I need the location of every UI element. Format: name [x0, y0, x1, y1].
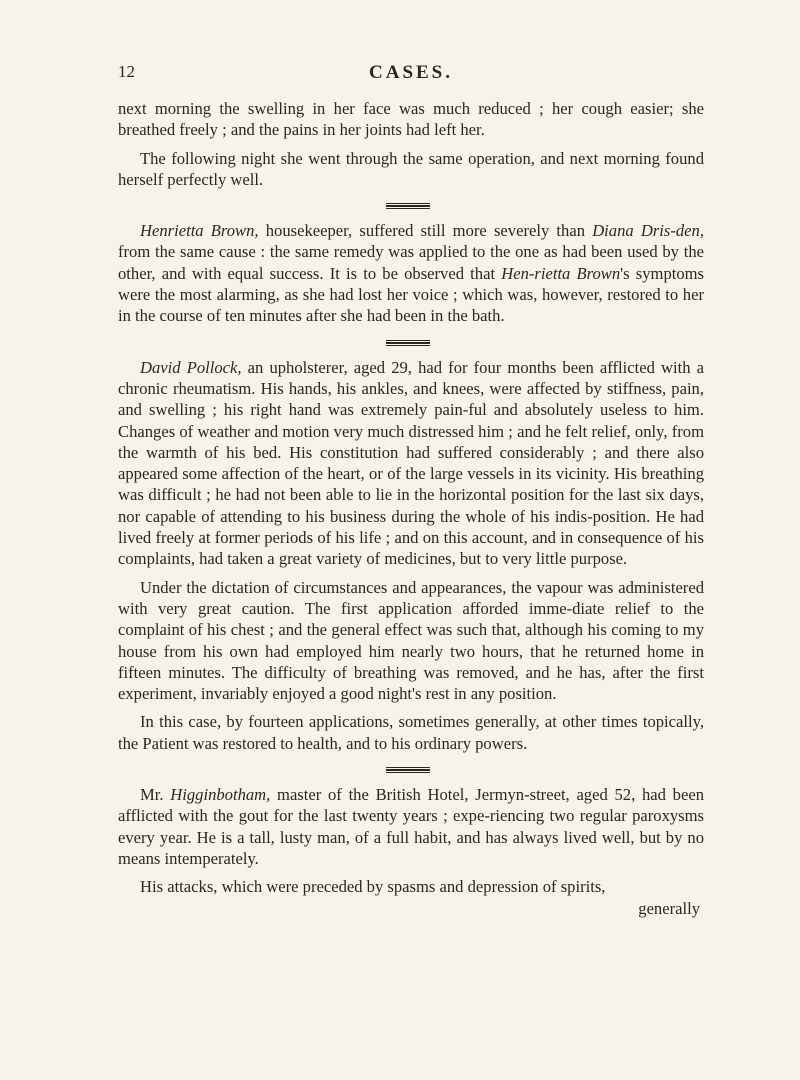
separator-rule — [386, 767, 430, 768]
separator-rule — [386, 772, 430, 773]
italic-name: Henrietta Brown, — [140, 221, 259, 241]
text-run: an upholsterer, aged 29, had for four months been afflicted with a chronic rheumatism. His hands, his ankles, and knees, were affected by stiffness, pain, and swelling ; his right hand was extremely pain-ful and absolutely useless to him. Changes of weather and motion very much distressed him ; and he felt relief, only, from the warmth of his bed. His constitution had suffered considerably ; and there also appeared some affection of the heart, or of the large vessels in its vicinity. His breathing was difficult ; he had not been able to lie in the horizontal position for the last six days, nor capable of attending to his business during the whole of his indis-position. He had lived freely at former periods of his life ; and on this account, and in consequence of his complaints, had taken a great variety of medicines, but to very little purpose. — [118, 357, 705, 569]
paragraph-p2 — [118, 148, 704, 191]
catchword: generally — [638, 898, 700, 918]
paragraph-p7 — [118, 784, 704, 869]
text-run: housekeeper, suffered still more severely than — [258, 221, 593, 241]
section-separator — [118, 327, 704, 357]
paragraph-p3 — [118, 220, 704, 326]
text-run: Mr. — [140, 785, 171, 805]
separator-rule — [386, 340, 430, 341]
body-text — [118, 98, 704, 919]
page-number: 12 — [118, 62, 135, 81]
text-run: 's symptoms were the most alarming, as she had lost her voice ; which was, however, restored to her in the course of ten minutes after she had been in the bath. — [118, 263, 705, 326]
separator-rule — [386, 203, 430, 204]
page-header — [118, 62, 704, 84]
text-run: The following night she went through the same operation, and next morning found herself perfectly well. — [118, 148, 704, 189]
text-run: from the same cause : the same remedy was applied to the one as had been used by the other, and with equal success. It is to be observed that — [118, 242, 704, 283]
text-run: Under the dictation of circumstances and appearances, the vapour was administered with very great caution. The first application afforded imme-diate relief to the complaint of his chest ; and the general effect was such that, although his coming to my house from his own had employed him nearly two hours, that he returned home in fifteen minutes. The difficulty of breathing was removed, and he has, after the first experiment, invariably enjoyed a good night's rest in any position. — [118, 577, 704, 704]
italic-name: David Pollock, — [140, 357, 242, 377]
separator-rule — [386, 205, 430, 207]
italic-name: Higginbotham, — [170, 785, 271, 805]
italic-name: Hen-rietta Brown — [501, 263, 621, 283]
paragraph-p6 — [118, 711, 704, 754]
separator-rule — [386, 345, 430, 346]
italic-name: Diana Dris-den, — [592, 221, 704, 241]
paragraph-p1 — [118, 98, 704, 141]
text-run: next morning the swelling in her face was much reduced ; her cough easier; she breathed freely ; and the pains in her joints had left her. — [118, 99, 704, 140]
text-run: His attacks, which were preceded by spasms and depression of spirits, — [140, 877, 606, 897]
separator-rule — [386, 342, 430, 344]
paragraph-p8 — [118, 876, 704, 897]
paragraph-p4 — [118, 357, 704, 570]
section-separator — [118, 754, 704, 784]
text-run: master of the British Hotel, Jermyn-street, aged 52, had been afflicted with the gout for the last twenty years ; expe-riencing two regular paroxysms every year. He is a tall, lusty man, of a full habit, and has always lived well, but by no means intemperately. — [118, 785, 705, 868]
section-separator — [118, 190, 704, 220]
separator-rule — [386, 208, 430, 209]
paragraph-p5 — [118, 577, 704, 705]
separator-rule — [386, 769, 430, 771]
running-head: CASES. — [369, 62, 453, 83]
text-run: In this case, by fourteen applications, sometimes generally, at other times topically, the Patient was restored to health, and to his ordinary powers. — [118, 712, 704, 753]
